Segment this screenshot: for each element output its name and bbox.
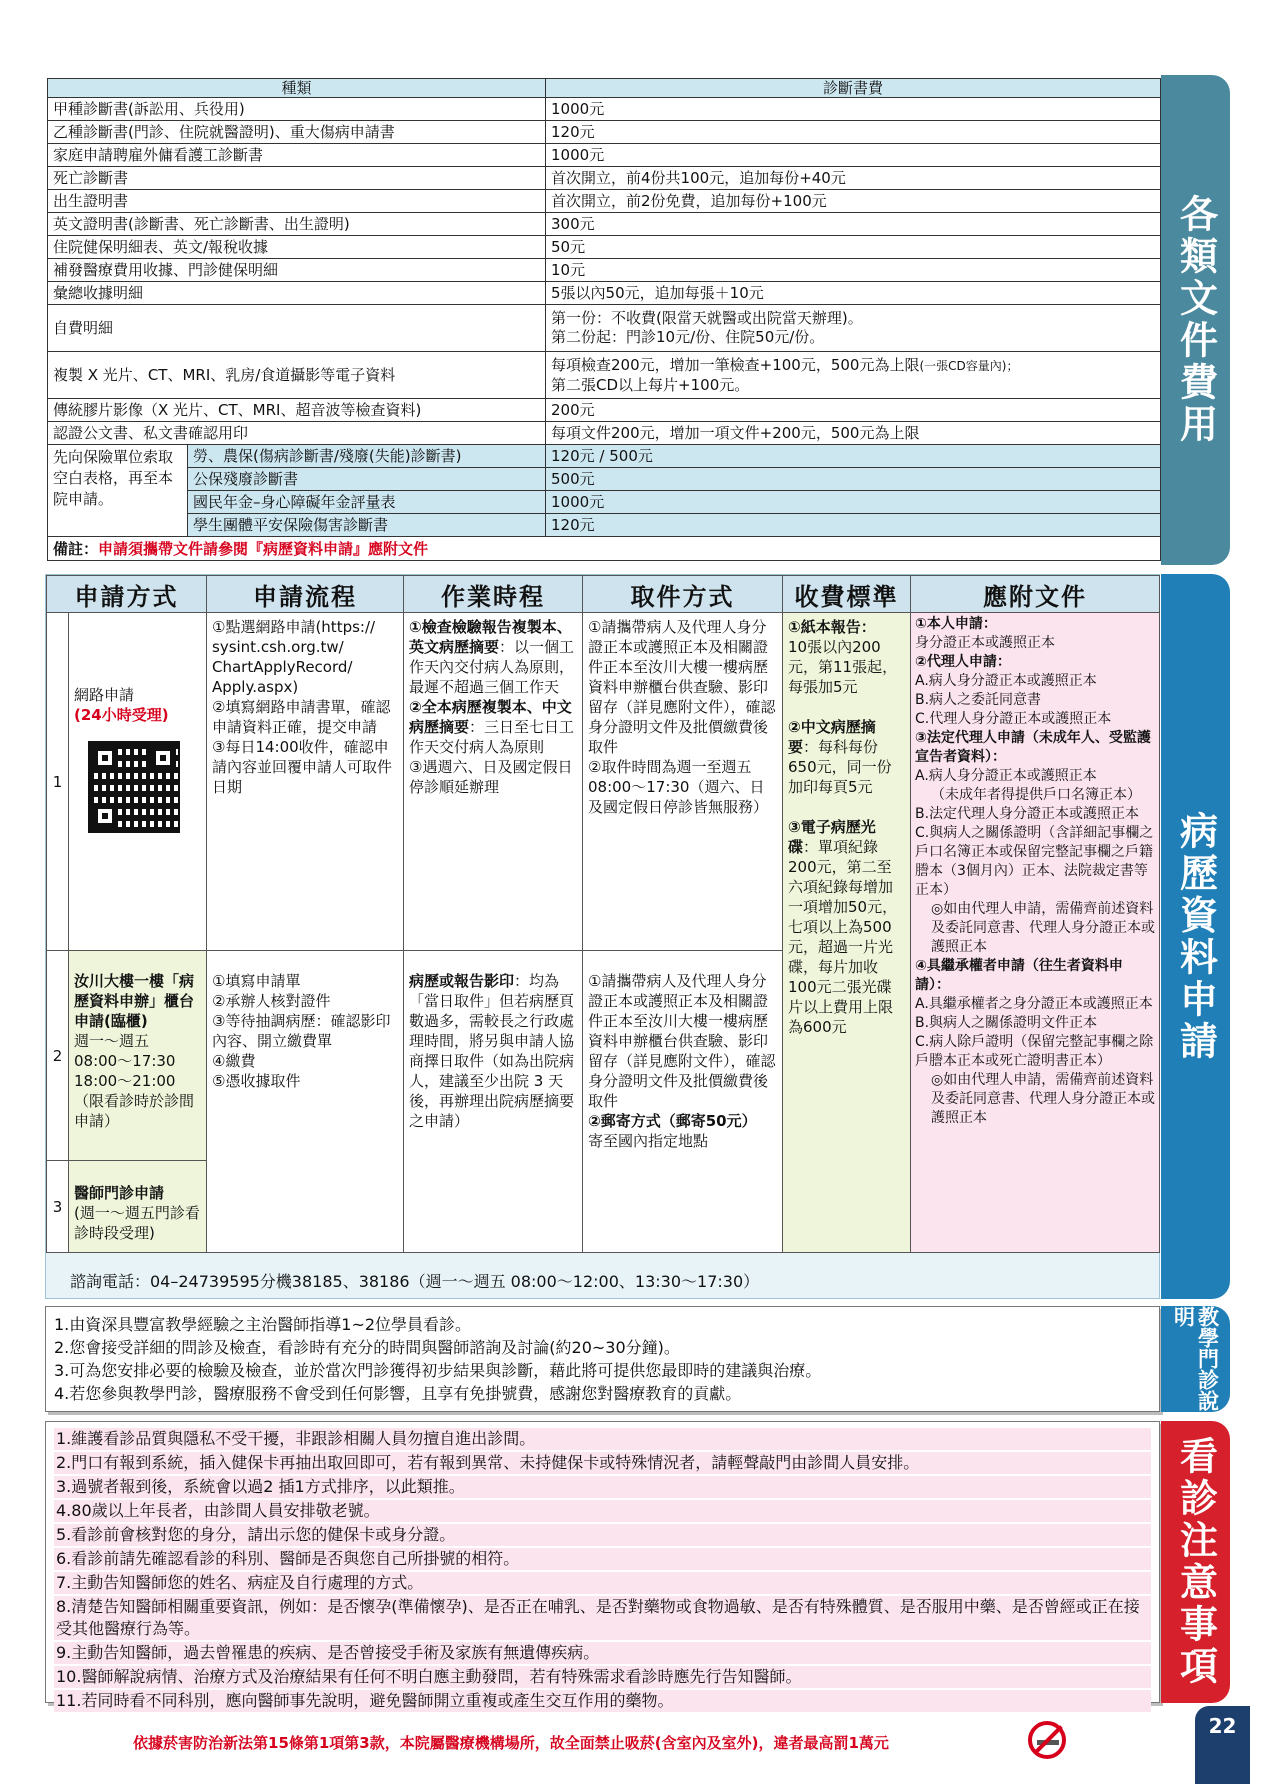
fee-row-type: 補發醫療費用收據、門診健保明細 <box>48 259 546 282</box>
docs-key: ④具繼承權者申請（往生者資料申請）： <box>915 958 1123 993</box>
list-item: 1.維護看診品質與隱私不受干擾，非跟診相關人員勿擅自進出診間。 <box>54 1428 1151 1450</box>
fee-line-small: (一張CD容量內)； <box>919 358 1019 373</box>
docs-key: ③法定代理人申請（未成年人、受監護宣告者資料）： <box>915 730 1151 765</box>
process-line[interactable]: ChartApplyRecord/ <box>212 658 353 676</box>
tab-teaching <box>1161 1306 1230 1412</box>
fee-text: ：每科每份650元，同一份加印每頁5元 <box>788 738 892 796</box>
fee-row-type: 英文證明書(診斷書、死亡診斷書、出生證明) <box>48 213 546 236</box>
records-header: 申請流程 <box>207 576 404 613</box>
list-item: 2.門口有報到系統，插入健保卡再抽出取回即可，若有報到異常、未持健保卡或特殊情況者，請輕聲敲門由診間人員安排。 <box>54 1452 1151 1474</box>
fee-line-main: 每項檢查200元，增加一筆檢查+100元，500元為上限 <box>551 355 920 374</box>
fee-key: ③電子病歷光碟 <box>788 818 876 856</box>
fee-row-type: 彙總收據明細 <box>48 282 546 305</box>
docs-line: B.與病人之關係證明文件正本 <box>915 1015 1098 1031</box>
fee-row-fee: 500元 <box>546 468 1161 491</box>
tab-records <box>1161 574 1230 1299</box>
fee-header-type: 種類 <box>48 79 546 98</box>
fee-line: 第二份起：門診10元/份、住院50元/份。 <box>551 328 825 346</box>
fee-row-fee: 1000元 <box>546 98 1161 121</box>
method-note: (週一～週五門診看診時段受理) <box>74 1204 200 1242</box>
list-item: 4.80歲以上年長者，由診間人員安排敬老號。 <box>54 1500 1151 1522</box>
tab-notice <box>1161 1421 1230 1703</box>
schedule-key: ①檢查檢驗報告複製本、英文病歷摘要 <box>409 618 572 656</box>
row-number: 1 <box>47 613 69 951</box>
docs-line: C.與病人之關係證明（含詳細記事欄之戶口名簿正本或保留完整記事欄之戶籍謄本（3個月內）正本、法院裁定書等正本） <box>915 825 1154 898</box>
schedule-online <box>404 613 583 951</box>
fee-row-fee: 1000元 <box>546 144 1161 167</box>
list-item: 4.若您參與教學門診，醫療服務不會受到任何影響，且享有免掛號費，感謝您對醫療教育的貢獻。 <box>54 1384 742 1403</box>
records-section <box>45 574 1160 1299</box>
fee-row-type: 公保殘廢診斷書 <box>188 468 546 491</box>
no-smoking-icon <box>1028 1721 1066 1759</box>
process-line[interactable]: sysint.csh.org.tw/ <box>212 638 344 656</box>
fee-table <box>47 78 1161 561</box>
fee-row-fee: 120元 <box>546 121 1161 144</box>
records-header: 應附文件 <box>911 576 1160 613</box>
process-line: ②填寫網路申請書單，確認申請資料正確，提交申請 <box>212 698 391 736</box>
fee-row-fee: 300元 <box>546 213 1161 236</box>
fee-line: 第一份：不收費(限當天就醫或出院當天辦理)。 <box>551 309 863 327</box>
fee-row-fee: 首次開立，前4份共100元，追加每份+40元 <box>546 167 1161 190</box>
method-online <box>69 613 207 951</box>
list-item: 8.清楚告知醫師相關重要資訊，例如：是否懷孕(準備懷孕)、是否正在哺乳、是否對藥物或食物過敏、是否有特殊體質、是否服用中藥、是否曾經或正在接受其他醫療行為等。 <box>54 1596 1151 1640</box>
method-hours: 08:00～17:30 <box>74 1052 176 1070</box>
docs-line: 身分證正本或護照正本 <box>915 635 1055 651</box>
fee-line <box>551 356 1155 376</box>
fee-key: ①紙本報告： <box>788 618 876 636</box>
list-item: 9.主動告知醫師，過去曾罹患的疾病、是否曾接受手術及家族有無遺傳疾病。 <box>54 1642 1151 1664</box>
fee-row-fee: 10元 <box>546 259 1161 282</box>
fee-row-type: 認證公文書、私文書確認用印 <box>48 422 546 445</box>
list-item: 10.醫師解說病情、治療方式及治療結果有任何不明白應主動發問，若有特殊需求看診時應先行告知醫師。 <box>54 1666 1151 1688</box>
docs-line: A.病人身分證正本或護照正本 <box>915 768 1097 784</box>
list-item: 7.主動告知醫師您的姓名、病症及自行處理的方式。 <box>54 1572 1151 1594</box>
fee-row-type: 國民年金–身心障礙年金評量表 <box>188 491 546 514</box>
fee-line: 第二張CD以上每片+100元。 <box>551 375 750 394</box>
docs-line: C.代理人身分證正本或護照正本 <box>915 711 1112 727</box>
process-line: ①填寫申請單 <box>212 972 301 990</box>
fee-row-type: 家庭申請聘雇外傭看護工診斷書 <box>48 144 546 167</box>
docs-line: B.法定代理人身分證正本或護照正本 <box>915 806 1140 822</box>
process-online <box>207 613 404 951</box>
list-item: 3.可為您安排必要的檢驗及檢查，並於當次門診獲得初步結果與診斷，藉此將可提供您最即時的建議與治療。 <box>54 1361 822 1380</box>
fee-row-fee: 每項文件200元，增加一項文件+200元，500元為上限 <box>546 422 1161 445</box>
fee-row-fee: 200元 <box>546 399 1161 422</box>
docs-line: ◎如由代理人申請，需備齊前述資料及委託同意書、代理人身分證正本或護照正本 <box>931 1072 1155 1126</box>
pickup-item: ①請攜帶病人及代理人身分證正本或護照正本及相關證件正本至汝川大樓一樓病歷資料申辦櫃台供查驗、影印留存（詳見應附文件），確認身分證明文件及批價繳費後取件 <box>588 972 776 1110</box>
method-note: （限看診時於診間申請） <box>74 1092 195 1130</box>
method-hours: 週一～週五 <box>74 1032 150 1050</box>
tab-notice-label: 看診注意事項 <box>1173 1436 1218 1688</box>
pickup-item: 寄至國內指定地點 <box>588 1132 709 1150</box>
schedule-key: 病歷或報告影印 <box>409 972 515 990</box>
no-smoking-notice: 依據菸害防治新法第15條第1項第3款，本院屬醫療機構場所，故全面禁止吸菸(含室內及室外)，違者最高罰1萬元 <box>133 1734 889 1752</box>
method-clinic <box>69 1161 207 1253</box>
schedule-item: ③遇週六、日及國定假日停診順延辦理 <box>409 758 573 796</box>
docs-key: ②代理人申請： <box>915 654 1011 670</box>
records-table <box>46 575 1160 1253</box>
method-hours: 18:00～21:00 <box>74 1072 176 1090</box>
fee-note-text: 申請須攜帶文件請參閱『病歷資料申請』應附文件 <box>98 539 429 558</box>
fee-row-type: 乙種診斷書(門診、住院就醫證明)、重大傷病申請書 <box>48 121 546 144</box>
fee-row-fee: 首次開立，前2份免費，追加每份+100元 <box>546 190 1161 213</box>
fee-standard <box>783 613 911 1253</box>
fee-row-type: 自費明細 <box>48 305 546 352</box>
consultation-notice-list <box>45 1421 1160 1710</box>
process-line: ③等待抽調病歷：確認影印內容、開立繳費單 <box>212 1012 391 1050</box>
fee-key: ②中文病歷摘要 <box>788 718 876 756</box>
fee-text: 10張以內200元，第11張起，每張加5元 <box>788 638 898 696</box>
docs-line: ◎如由代理人申請，需備齊前述資料及委託同意書、代理人身分證正本或護照正本 <box>931 901 1155 955</box>
process-line: ③每日14:00收件，確認申請內容並回覆申請人可取件日期 <box>212 738 393 796</box>
fee-row-fee <box>546 305 1161 352</box>
process-line: ①點選網路申請(https:// <box>212 618 376 636</box>
fee-row-fee <box>546 352 1161 399</box>
method-note: (24小時受理) <box>74 706 169 724</box>
docs-line: B.病人之委託同意書 <box>915 692 1042 708</box>
list-item: 6.看診前請先確認看診的科別、醫師是否與您自己所掛號的相符。 <box>54 1548 1151 1570</box>
method-counter <box>69 951 207 1161</box>
pickup-item: ①請攜帶病人及代理人身分證正本或護照正本及相關證件正本至汝川大樓一樓病歷資料申辦櫃台供查驗、影印留存（詳見應附文件），確認身分證明文件及批價繳費後取件 <box>588 618 776 756</box>
fee-row-type: 勞、農保(傷病診斷書/殘廢(失能)診斷書) <box>188 445 546 468</box>
pickup-key: ②郵寄方式（郵寄50元） <box>588 1112 757 1130</box>
schedule-counter <box>404 951 583 1253</box>
row-number: 2 <box>47 951 69 1161</box>
teaching-clinic-list <box>45 1306 1160 1412</box>
fee-row-fee: 1000元 <box>546 491 1161 514</box>
method-title: 網路申請 <box>74 686 135 704</box>
records-header: 申請方式 <box>47 576 207 613</box>
method-title: 汝川大樓一樓「病歷資料申辦」櫃台申請(臨櫃) <box>74 972 195 1030</box>
schedule-text: ：三日至七日工作天交付病人為原則 <box>409 718 575 756</box>
method-title: 醫師門診申請 <box>74 1184 165 1202</box>
fee-row-type: 住院健保明細表、英文/報稅收據 <box>48 236 546 259</box>
list-item: 5.看診前會核對您的身分，請出示您的健保卡或身分證。 <box>54 1524 1151 1546</box>
fee-note-label: 備註： <box>53 539 99 558</box>
docs-line: A.病人身分證正本或護照正本 <box>915 673 1097 689</box>
fee-row-fee: 5張以內50元，追加每張＋10元 <box>546 282 1161 305</box>
records-header: 作業時程 <box>404 576 583 613</box>
list-item: 2.您會接受詳細的問診及檢查，看診時有充分的時間與醫師諮詢及討論(約20~30分鐘)。 <box>54 1338 680 1357</box>
fee-row-fee: 50元 <box>546 236 1161 259</box>
pickup-item: ②取件時間為週一至週五08:00～17:30（週六、日及國定假日停診皆無服務） <box>588 758 769 816</box>
list-item: 11.若同時看不同科別，應向醫師事先說明，避免醫師開立重複或產生交互作用的藥物。 <box>54 1690 1151 1712</box>
process-line: ②承辦人核對證件 <box>212 992 331 1010</box>
fee-item <box>788 717 905 797</box>
fee-row-type: 學生團體平安保險傷害診斷書 <box>188 514 546 537</box>
schedule-text: ：均為「當日取件」但若病歷頁數過多，需較長之行政處理時間，將另與申請人協商擇日取件（如為出院病人，建議至少出院 3 天後，再辦理出院病歷摘要之申請） <box>409 972 575 1130</box>
records-header: 取件方式 <box>583 576 783 613</box>
tab-records-label: 病歷資料申請 <box>1173 810 1218 1063</box>
insurance-label: 先向保險單位索取空白表格，再至本院申請。 <box>48 445 188 537</box>
fee-note <box>48 537 1161 561</box>
tab-fees-label: 各類文件費用 <box>1173 194 1218 446</box>
fee-row-type: 出生證明書 <box>48 190 546 213</box>
schedule-key: ②全本病歷複製本、中文病歷摘要 <box>409 698 572 736</box>
process-line: ④繳費 <box>212 1052 256 1070</box>
schedule-item <box>409 697 577 757</box>
list-item: 3.過號者報到後，系統會以過2 插1方式排序，以此類推。 <box>54 1476 1151 1498</box>
fee-text: ：單項紀錄200元，第二至六項紀錄每增加一項增加50元，七項以上為500元，超過一片光碟，每片加收100元二張光碟片以上費用上限為600元 <box>788 838 898 1036</box>
schedule-text: ：以一個工作天內交付病人為原則，最遲不超過三個工作天 <box>409 638 575 696</box>
qr-code[interactable] <box>88 741 180 833</box>
records-header: 收費標準 <box>783 576 911 613</box>
required-documents <box>911 613 1160 1253</box>
fee-item <box>788 817 905 1037</box>
pickup-online <box>583 613 783 951</box>
schedule-item <box>409 617 577 697</box>
fee-row-type: 甲種診斷書(訴訟用、兵役用) <box>48 98 546 121</box>
page-number: 22 <box>1195 1706 1250 1784</box>
process-counter <box>207 951 404 1253</box>
fee-row-fee: 120元 / 500元 <box>546 445 1161 468</box>
tab-fees <box>1161 75 1230 565</box>
process-line[interactable]: Apply.aspx) <box>212 678 299 696</box>
fee-row-type: 死亡診斷書 <box>48 167 546 190</box>
records-phone: 諮詢電話：04–24739595分機38185、38186（週一～週五 08:00～12:00、13:30～17:30） <box>70 1272 760 1291</box>
fee-row-type: 複製 X 光片、CT、MRI、乳房/食道攝影等電子資料 <box>48 352 546 399</box>
fee-header-fee: 診斷書費 <box>546 79 1161 98</box>
list-item: 1.由資深具豐富教學經驗之主治醫師指導1~2位學員看診。 <box>54 1315 472 1334</box>
docs-line: A.具繼承權者之身分證正本或護照正本 <box>915 996 1153 1012</box>
docs-key: ①本人申請： <box>915 616 997 632</box>
process-line: ⑤憑收據取件 <box>212 1072 301 1090</box>
tab-teaching-label: 教學門診說明 <box>1171 1306 1220 1411</box>
docs-line: C.病人除戶證明（保留完整記事欄之除戶謄本正本或死亡證明書正本） <box>915 1034 1154 1069</box>
docs-line: （未成年者得提供戶口名簿正本） <box>931 787 1141 803</box>
fee-row-type: 傳統膠片影像（X 光片、CT、MRI、超音波等檢查資料) <box>48 399 546 422</box>
fee-row-fee: 120元 <box>546 514 1161 537</box>
fee-item <box>788 617 905 697</box>
pickup-counter <box>583 951 783 1253</box>
row-number: 3 <box>47 1161 69 1253</box>
